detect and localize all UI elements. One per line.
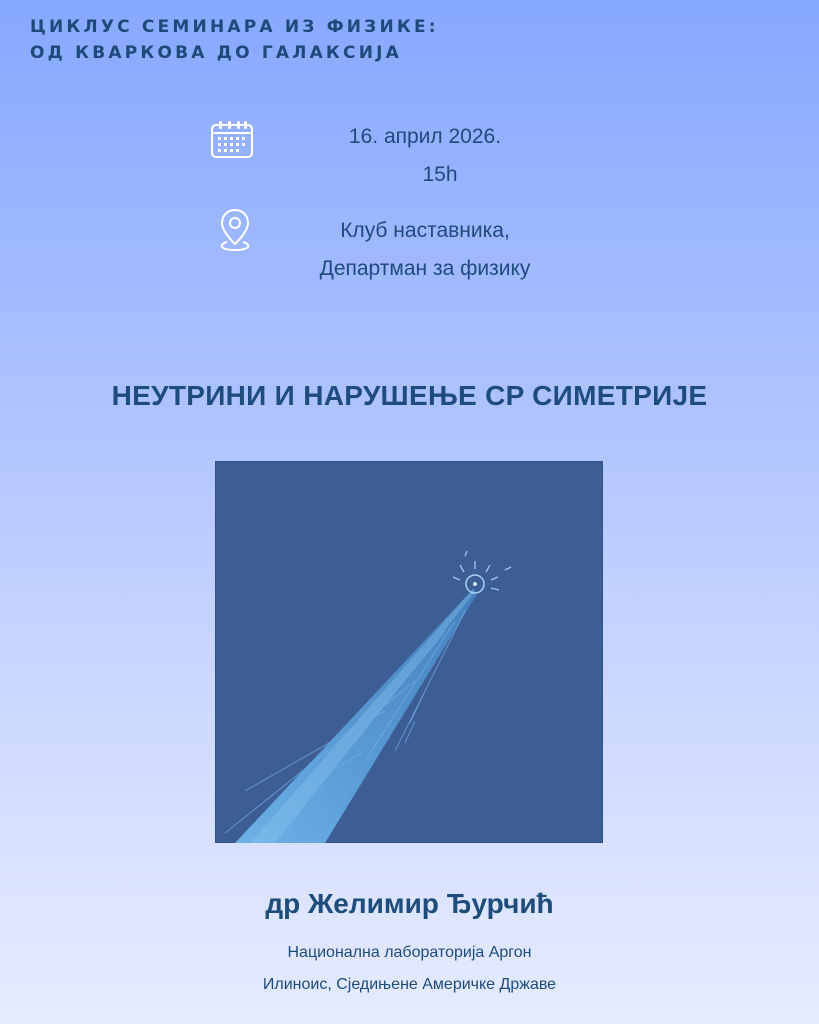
event-date: 16. април 2026. [348, 125, 502, 148]
series-line-2: ОД КВАРКОВА ДО ГАЛАКСИЈА [30, 43, 403, 63]
lecture-title: НЕУТРИНИ И НАРУШЕЊЕ CP СИМЕТРИЈЕ [111, 380, 708, 411]
calendar-icon [210, 119, 254, 159]
speaker-affiliation-line-1: Национална лабораторија Аргон [287, 944, 532, 961]
venue-line-2: Департман за физику [319, 257, 531, 280]
speaker-name: др Желимир Ђурчић [265, 888, 554, 919]
speaker-affiliation-line-2: Илиноис, Сједињене Америчке Државе [262, 976, 557, 993]
map-pin-icon [215, 206, 255, 254]
venue-line-1: Клуб наставника, [340, 219, 510, 242]
seminar-series-title [30, 14, 439, 66]
series-line-1: ЦИКЛУС СЕМИНАРА ИЗ ФИЗИКЕ: [30, 17, 439, 37]
artwork-neutrino-beam [215, 461, 603, 843]
event-venue [270, 212, 580, 288]
event-datetime [300, 118, 550, 194]
event-time: 15h [422, 163, 458, 186]
